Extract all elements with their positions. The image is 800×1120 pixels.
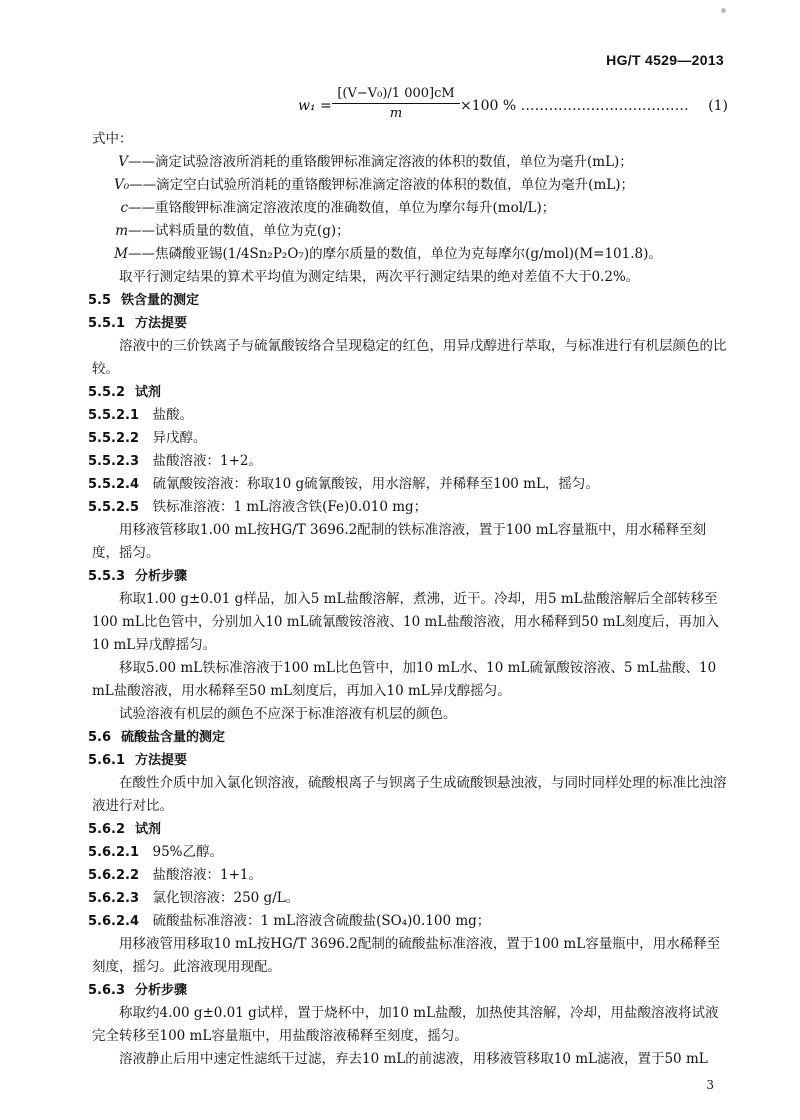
- subsection-title: 分析步骤: [135, 983, 188, 998]
- result-note: 取平行测定结果的算术平均值为测定结果，两次平行测定结果的绝对差值不大于0.2%。: [119, 269, 640, 285]
- formula-tail: ×100 % ………………………………: [460, 98, 689, 114]
- where-item: [92, 151, 732, 174]
- reagent-item: [88, 910, 732, 933]
- where-item: [92, 220, 732, 243]
- subsection-number: 5.6.3: [88, 983, 126, 998]
- item-number: 5.5.2.2: [88, 431, 139, 446]
- where-label: 式中：: [92, 131, 133, 147]
- formula-lhs: w₁ =: [298, 98, 332, 114]
- subsection-title: 试剂: [135, 385, 162, 400]
- reagent-item: [88, 450, 732, 473]
- subsection-number: 5.5.2: [88, 385, 126, 400]
- paragraph: 移取5.00 mL铁标准溶液于100 mL比色管中，加10 mL水、10 mL硫氰酸铵溶液、5 mL盐酸、10 mL盐酸溶液，用水稀释至50 mL刻度后，再加入10 mL异戊醇摇匀。: [92, 660, 717, 699]
- formula-1: [298, 86, 728, 132]
- where-symbol: V: [118, 154, 128, 170]
- where-symbol: V₀: [114, 177, 130, 193]
- paragraph: 称取约4.00 g±0.01 g试样，置于烧杯中，加10 mL盐酸，加热使其溶解，冷却，用盐酸溶液将试液完全转移至100 mL容量瓶中，用盐酸溶液稀释至刻度，摇匀。: [92, 1005, 719, 1044]
- equation-number: (1): [708, 98, 728, 114]
- item-text: 硫酸盐标准溶液：1 mL溶液含硫酸盐(SO₄)0.100 mg；: [152, 913, 491, 929]
- reagent-item: [88, 841, 732, 864]
- section-heading: [88, 726, 732, 749]
- item-text: 异戊醇。: [152, 430, 207, 446]
- where-item: [92, 174, 732, 197]
- subsection-heading: [88, 312, 732, 335]
- paragraph: 溶液静止后用中速定性滤纸干过滤，弃去10 mL的前滤液，用移液管移取10 mL滤液，置于50 mL: [119, 1051, 708, 1067]
- where-desc: ——重铬酸钾标准滴定溶液浓度的准确数值，单位为摩尔每升(mol/L)；: [128, 200, 556, 216]
- where-symbol: c: [120, 200, 128, 216]
- item-number: 5.5.2.1: [88, 408, 139, 423]
- item-number: 5.6.2.3: [88, 891, 139, 906]
- item-number: 5.6.2.2: [88, 868, 139, 883]
- paragraph: 溶液中的三价铁离子与硫氰酸铵络合呈现稳定的红色，用异戊醇进行萃取，与标准进行有机层颜色的比较。: [92, 338, 727, 377]
- item-number: 5.5.2.4: [88, 477, 139, 492]
- where-desc: ——焦磷酸亚锡(1/4Sn₂P₂O₇)的摩尔质量的数值，单位为克每摩尔(g/mol)(M=101.8)。: [128, 246, 662, 262]
- where-desc: ——试料质量的数值，单位为克(g)；: [128, 223, 350, 239]
- subsection-title: 方法提要: [135, 316, 188, 331]
- subsection-title: 方法提要: [135, 753, 188, 768]
- where-desc: ——滴定空白试验所消耗的重铬酸钾标准滴定溶液的体积的数值，单位为毫升(mL)；: [129, 177, 634, 193]
- paragraph: 称取1.00 g±0.01 g样品，加入5 mL盐酸溶解，煮沸，近干。冷却，用5 mL盐酸溶解后全部转移至100 mL比色管中，分别加入10 mL硫氰酸铵溶液、10 mL盐酸溶液，用水稀释到50 mL刻度后，再加入10 mL异戊醇摇匀。: [92, 591, 720, 653]
- reagent-item: [88, 887, 732, 910]
- subsection-number: 5.5.1: [88, 316, 126, 331]
- item-text: 盐酸溶液：1+1。: [152, 867, 262, 883]
- item-number: 5.5.2.3: [88, 454, 139, 469]
- formula-denominator: m: [389, 106, 403, 121]
- where-symbol: M: [114, 246, 128, 262]
- item-number: 5.6.2.1: [88, 845, 139, 860]
- reagent-item: [88, 496, 732, 519]
- item-number: 5.6.2.4: [88, 914, 139, 929]
- subsection-number: 5.6.1: [88, 753, 126, 768]
- section-title: 硫酸盐含量的测定: [121, 730, 226, 745]
- corner-mark: [721, 8, 726, 13]
- subsection-title: 分析步骤: [135, 569, 188, 584]
- reagent-item: [88, 404, 732, 427]
- page-number: 3: [706, 1078, 714, 1092]
- reagent-item: [88, 473, 732, 496]
- formula-fraction: [332, 86, 460, 121]
- body-text: [88, 128, 732, 1071]
- subsection-heading: [88, 818, 732, 841]
- subsection-heading: [88, 565, 732, 588]
- paragraph: 试验溶液有机层的颜色不应深于标准溶液有机层的颜色。: [119, 706, 457, 722]
- paragraph: 在酸性介质中加入氯化钡溶液，硫酸根离子与钡离子生成硫酸钡悬浊液，与同时同样处理的标准比浊溶液进行对比。: [92, 775, 727, 814]
- subsection-heading: [88, 749, 732, 772]
- paragraph: 用移液管移取1.00 mL按HG/T 3696.2配制的铁标准溶液，置于100 mL容量瓶中，用水稀释至刻度，摇匀。: [92, 522, 707, 561]
- item-text: 硫氰酸铵溶液：称取10 g硫氰酸铵，用水溶解，并稀释至100 mL，摇匀。: [152, 476, 599, 492]
- item-text: 盐酸溶液：1+2。: [152, 453, 262, 469]
- item-text: 铁标准溶液：1 mL溶液含铁(Fe)0.010 mg；: [152, 499, 428, 515]
- subsection-number: 5.5.3: [88, 569, 126, 584]
- subsection-heading: [88, 979, 732, 1002]
- where-item: [92, 243, 732, 266]
- item-number: 5.5.2.5: [88, 500, 139, 515]
- paragraph: 用移液管用移取10 mL按HG/T 3696.2配制的硫酸盐标准溶液，置于100 mL容量瓶中，用水稀释至刻度，摇匀。此溶液现用现配。: [92, 936, 721, 975]
- subsection-number: 5.6.2: [88, 822, 126, 837]
- section-title: 铁含量的测定: [121, 293, 200, 308]
- reagent-item: [88, 427, 732, 450]
- section-heading: [88, 289, 732, 312]
- item-text: 95%乙醇。: [152, 844, 224, 860]
- where-item: [92, 197, 732, 220]
- reagent-item: [88, 864, 732, 887]
- formula-numerator: [(V−V₀)/1 000]cM: [332, 86, 460, 104]
- subsection-heading: [88, 381, 732, 404]
- item-text: 盐酸。: [152, 407, 193, 423]
- section-number: 5.6: [88, 730, 112, 745]
- standard-code: HG/T 4529—2013: [606, 52, 724, 68]
- item-text: 氯化钡溶液：250 g/L。: [152, 890, 300, 906]
- section-number: 5.5: [88, 293, 112, 308]
- where-symbol: m: [115, 223, 128, 239]
- where-desc: ——滴定试验溶液所消耗的重铬酸钾标准滴定溶液的体积的数值，单位为毫升(mL)；: [128, 154, 633, 170]
- subsection-title: 试剂: [135, 822, 162, 837]
